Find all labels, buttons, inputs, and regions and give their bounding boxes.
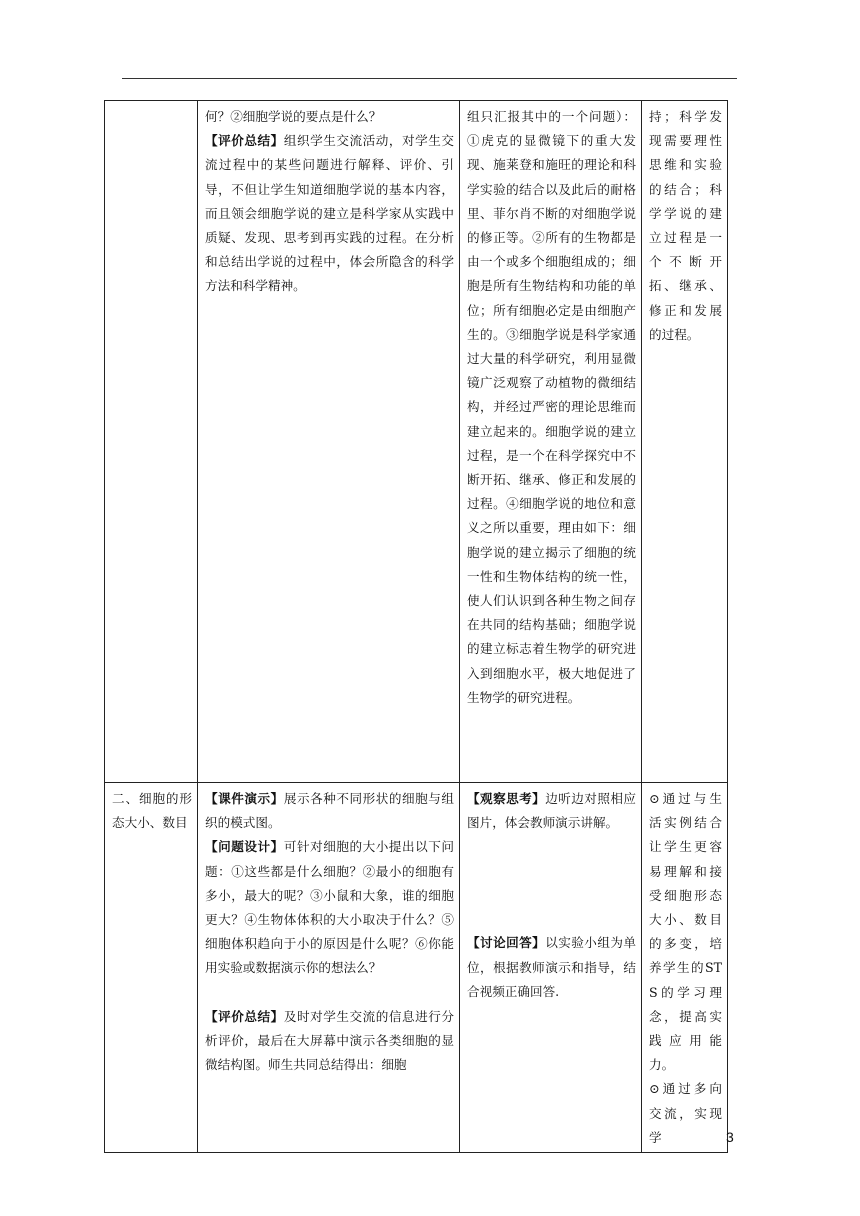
teacher-activity-cell xyxy=(198,783,460,1153)
design-point: ⊙通过与生活实例结合让学生更容易理解和接受细胞形态大小、数目的多变，培养学生的STS的学习理念，提高实践应用能力。 xyxy=(649,791,722,1073)
header-rule xyxy=(122,78,737,79)
summary-text: 组织学生交流活动，对学生交流过程中的某些问题进行解释、评价、引导，不但让学生知道细胞学说的基本内容，而且领会细胞学说的建立是科学家从实践中质疑、发现、思考到再实践的过程。在分析和总结出学说的过程中，体会所隐含的科学方法和科学精神。 xyxy=(205,133,455,294)
table-row xyxy=(105,101,728,783)
spacer xyxy=(467,835,636,859)
student-activity-cell xyxy=(460,783,642,1153)
summary-tag: 【评价总结】 xyxy=(205,1008,284,1024)
summary-text: 及时对学生交流的信息进行分析评价，最后在大屏幕中演示各类细胞的显微结构图。师生共同总结得出：细胞 xyxy=(205,1008,455,1073)
student-activity-cell: 组只汇报其中的一个问题）：①虎克的显微镜下的重大发现、施莱登和施旺的理论和科学实验的结合以及此后的耐格里、菲尔肖不断的对细胞学说的修正等。②所有的生物都是由一个或多个细胞组成的；细胞是所有生物结构和功能的单位；所有细胞必定是由细胞产生的。③细胞学说是科学家通过大量的科学研究，利用显微镜广泛观察了动植物的微细结构，并经过严密的理论思维而建立起来的。细胞学说的建立过程，是一个在科学探究中不断开拓、继承、修正和发展的过程。④细胞学说的地位和意义之所以重要，理由如下：细胞学说的建立揭示了细胞的统一性和生物体结构的统一性，使人们认识到各种生物之间存在共同的结构基础；细胞学说的建立标志着生物学的研究进入到细胞水平，极大地促进了生物学的研究进程。 xyxy=(460,101,642,783)
question-text: 何？②细胞学说的要点是什么？ xyxy=(205,109,382,124)
observe-tag: 【观察思考】 xyxy=(467,791,546,806)
spacer xyxy=(467,859,636,883)
summary-tag: 【评价总结】 xyxy=(205,133,284,149)
discuss-text: 以实验小组为单位，根据教师演示和指导，结合视频正确回答. xyxy=(467,935,637,999)
design-intent-cell: 持；科学发现需要理性思维和实验的结合；科学学说的建立过程是一个不断开拓、继承、修正和发展的过程。 xyxy=(642,101,728,783)
design-point: ⊙通过多向交流，实现学 xyxy=(649,1081,722,1145)
section-cell xyxy=(105,101,198,783)
question-tag: 【问题设计】 xyxy=(205,839,284,855)
question-text: 可针对细胞的大小提出以下问题：①这些都是什么细胞？②最小的细胞有多小，最大的呢？③小鼠和大象，谁的细胞更大？④生物体体积的大小取决于什么？⑤细胞体积趋向于小的原因是什么呢？⑥你能用实验或数据演示你的想法么？ xyxy=(205,839,455,976)
table-row xyxy=(105,783,728,1153)
spacer xyxy=(205,981,454,1005)
spacer xyxy=(467,907,636,931)
page-number: 3 xyxy=(726,1129,734,1145)
observe-text: 边听边对照相应图片，体会教师演示讲解。 xyxy=(467,791,637,831)
section-cell: 二、细胞的形态大小、数目 xyxy=(105,783,198,1153)
design-intent-cell xyxy=(642,783,728,1153)
teacher-activity-cell xyxy=(198,101,460,783)
lesson-plan-table xyxy=(104,100,728,1153)
demo-tag: 【课件演示】 xyxy=(205,791,284,806)
demo-text: 展示各种不同形状的细胞与组织的模式图。 xyxy=(205,791,455,831)
discuss-tag: 【讨论回答】 xyxy=(467,935,546,951)
spacer xyxy=(467,883,636,907)
